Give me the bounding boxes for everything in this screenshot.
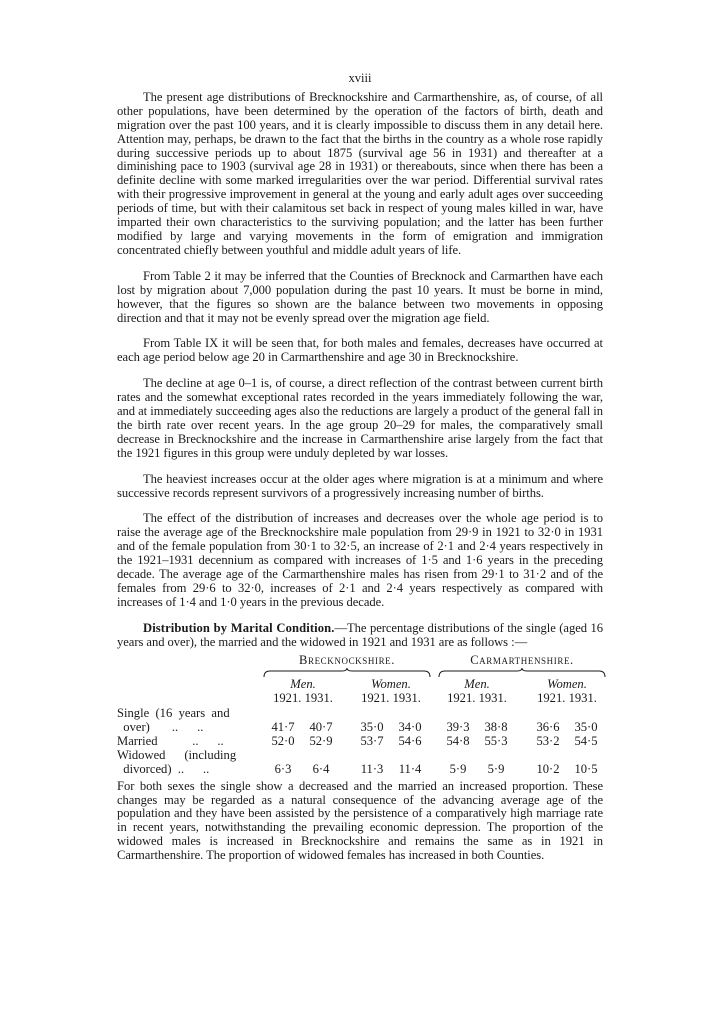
sex-heading-carm-men: Men. [464,676,490,691]
county-heading-brecknockshire: Brecknockshire. [298,652,396,667]
cell-single-breck-women-1931: 34·0 [398,719,422,734]
cell-single-carm-women-1921: 36·6 [536,719,560,734]
cell-widowed-breck-men-1931: 6·4 [312,761,330,776]
cell-widowed-carm-women-1921: 10·2 [536,761,560,776]
cell-widowed-breck-women-1921: 11·3 [360,761,384,776]
year-heading-breck-women: 1921. 1931. [361,690,421,705]
row-label-single-line1: Single (16 years and [117,705,230,720]
paragraph-marital-conclusion: For both sexes the single show a decreased and the married an increased proportion. These changes may be regarded as a natural consequence of the advancing average age of the population and they have been assisted by the persistence of a comparatively high marriage rate in recent years, notwithstanding the prevailing economic depression. The proportion of the widowed males is increased in Brecknockshire and remains the same as in 1921 in Carmarthenshire. The proportion of widowed females has increased in both Counties. [117,778,603,863]
paragraph-table-ix: From Table IX it will be seen that, for both males and females, decreases have occurred at each age period below age 20 in Carmarthenshire and age 30 in Brecknockshire. [117,336,603,365]
cell-widowed-breck-men-1921: 6·3 [274,761,292,776]
marital-intro-text: —The percentage distributions of the single (aged 16 years and over), the married and the widowed in 1921 and 1931 are as follows :— [117,620,603,649]
cell-married-breck-women-1931: 54·6 [398,733,422,748]
cell-single-breck-men-1931: 40·7 [309,719,333,734]
page-number: xviii [348,71,372,85]
cell-single-carm-men-1931: 38·8 [484,719,508,734]
cell-married-carm-men-1931: 55·3 [484,733,508,748]
paragraph-heaviest-increases: The heaviest increases occur at the older ages where migration is at a minimum and where successive records represent survivors of a progressively increasing number of births. [117,471,603,500]
year-heading-breck-men: 1921. 1931. [273,690,333,705]
cell-widowed-breck-women-1931: 11·4 [398,761,422,776]
cell-married-breck-men-1931: 52·9 [309,733,333,748]
year-heading-carm-men: 1921. 1931. [447,690,507,705]
cell-widowed-carm-women-1931: 10·5 [574,761,598,776]
marital-heading: Distribution by Marital Condition. [143,620,335,635]
row-label-single-line2: over) .. .. [117,719,204,734]
cell-single-breck-women-1921: 35·0 [360,719,384,734]
row-label-married: Married .. .. [117,733,224,748]
sex-heading-carm-women: Women. [547,676,587,691]
cell-married-carm-women-1921: 53·2 [536,733,560,748]
county-heading-carmarthenshire: Carmarthenshire. [470,652,574,667]
year-heading-carm-women: 1921. 1931. [537,690,597,705]
cell-married-carm-women-1931: 54·5 [574,733,598,748]
paragraph-decline: The decline at age 0–1 is, of course, a direct reflection of the contrast between current birth rates and the somewhat exceptional rates recorded in the years immediately following the war, and at immediately succeeding ages also the reductions are largely a product of the general fall in the birth rate over recent years. In the age group 20–29 for males, the comparatively small decrease in Brecknockshire and the increase in Carmarthenshire arise largely from the fact that the 1921 figures in this group were unduly depleted by war losses. [117,376,603,460]
cell-single-breck-men-1921: 41·7 [271,719,295,734]
paragraph-marital-intro [117,622,603,650]
cell-married-carm-men-1921: 54·8 [446,733,470,748]
paragraph-age-distributions: The present age distributions of Brecknockshire and Carmarthenshire, as, of course, of all other populations, have been determined by the operation of the factors of birth, death and migration over the past 100 years, and it is clearly impossible to discuss them in any detail here. Attention may, perhaps, be drawn to the fact that the births in the country as a whole rose rapidly during successive periods up to about 1875 (survival age 56 in 1931) and thereafter at a diminishing pace to 1903 (survival age 28 in 1931) or thereabouts, since when there has been a definite decline with some marked irregularities over the war period. Differential survival rates with their progressive improvement in general at the young and early adult ages over succeeding periods of time, but with their calamitous set back in respect of young males killed in war, have imparted their own characteristics to the surviving population; and the latter has been further modified by large and varying movements in the form of emigration and immigration concentrated chiefly between youthful and middle adult years of life. [117,89,603,257]
paragraph-migration: From Table 2 it may be inferred that the Counties of Brecknock and Carmarthen have each lost by migration about 7,000 population during the past 10 years. It must be borne in mind, however, that the figures so shown are the balance between two movements in opposing direction and that it may not be evenly spread over the migration age field. [117,268,603,325]
row-label-widowed-line1: Widowed (including [117,747,237,762]
marital-condition-table [117,654,603,777]
sex-heading-breck-women: Women. [371,676,411,691]
paragraph-average-age: The effect of the distribution of increases and decreases over the whole age period is to raise the average age of the Brecknockshire male population from 29·9 in 1921 to 32·0 in 1931 and of the female population from 30·1 to 32·5, an increase of 2·1 and 2·4 years respectively in the 1921–1931 decennium as compared with increases of 1·5 and 1·6 years in the preceding decade. The average age of the Carmarthenshire males has risen from 29·1 to 31·2 and of the females from 29·6 to 32·0, increases of 2·1 and 2·4 years respectively as compared with increases of 1·4 and 1·0 years in the previous decade. [117,511,603,609]
document-page [117,72,603,875]
cell-single-carm-men-1921: 39·3 [446,719,470,734]
sex-heading-breck-men: Men. [290,676,316,691]
cell-single-carm-women-1931: 35·0 [574,719,598,734]
cell-widowed-carm-men-1921: 5·9 [449,761,467,776]
cell-married-breck-men-1921: 52·0 [271,733,295,748]
row-label-widowed-line2: divorced) .. .. [117,761,210,776]
cell-widowed-carm-men-1931: 5·9 [487,761,505,776]
cell-married-breck-women-1921: 53·7 [360,733,384,748]
